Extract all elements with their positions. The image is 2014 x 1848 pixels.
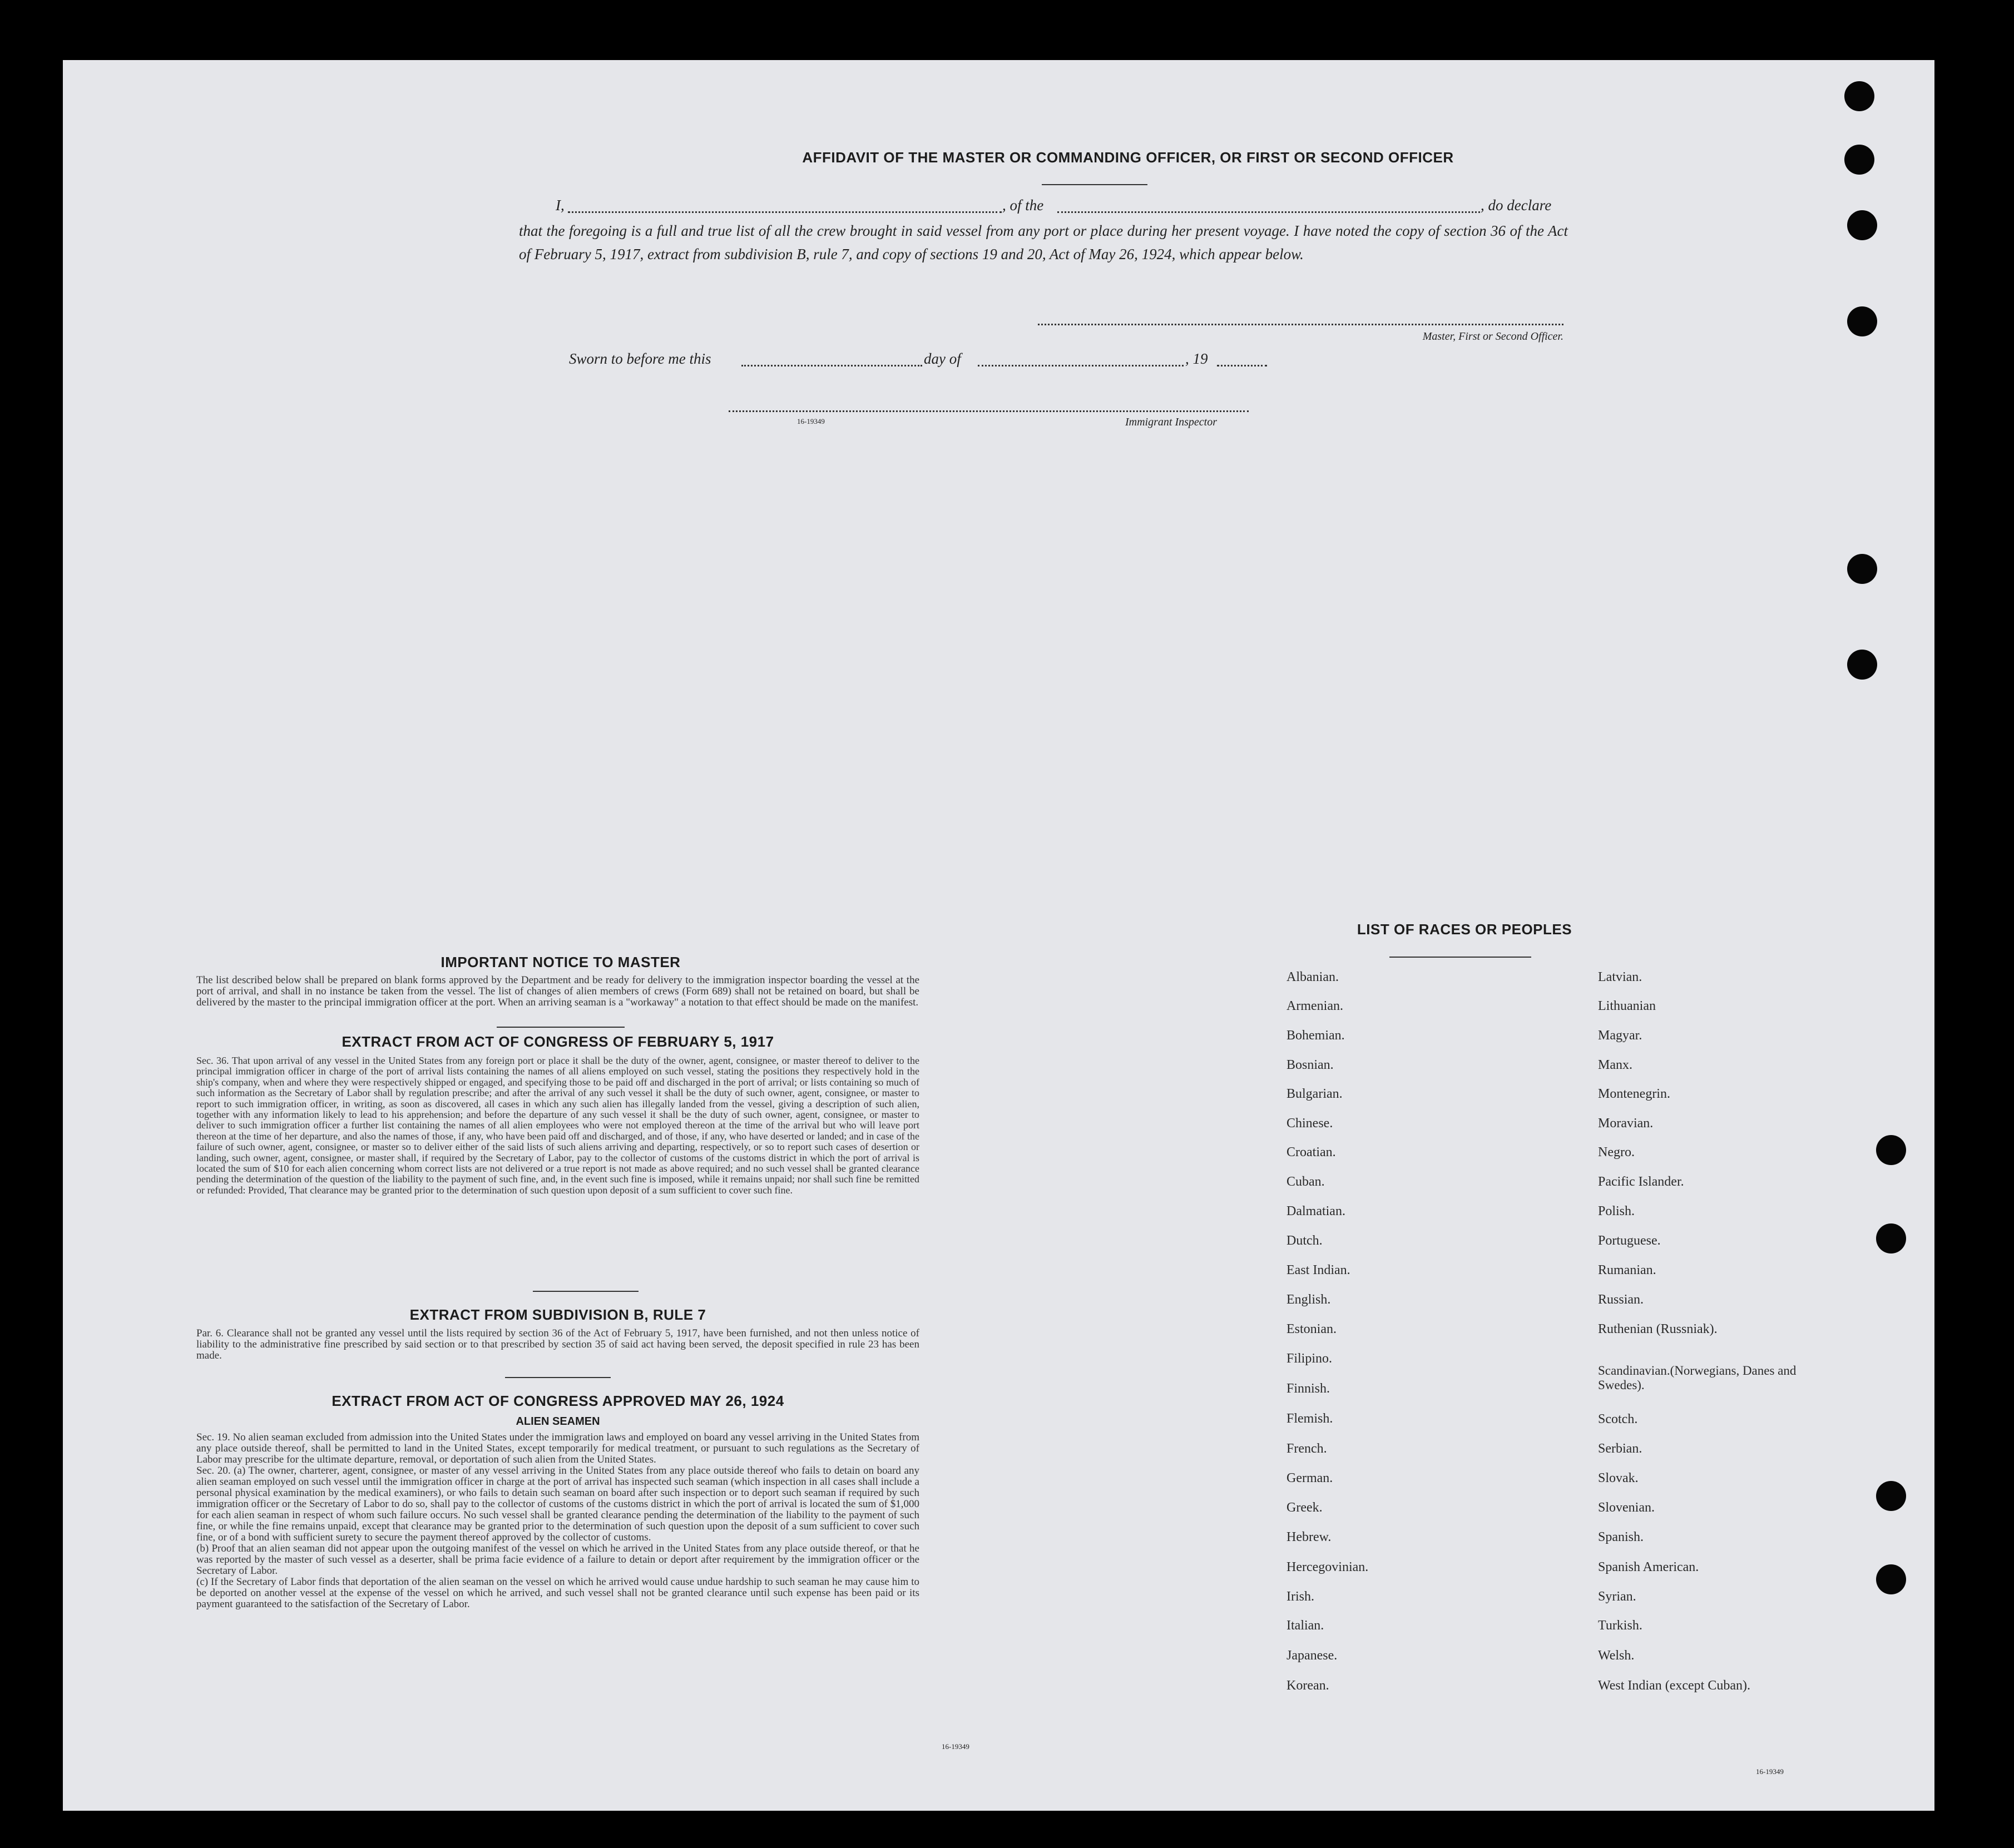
divider (1389, 957, 1531, 958)
sworn-line (569, 350, 1348, 373)
race-item: Bulgarian. (1286, 1087, 1343, 1101)
race-item: Cuban. (1286, 1175, 1325, 1189)
race-item: Lithuanian (1598, 999, 1656, 1013)
punch-hole (1844, 81, 1874, 111)
race-item: West Indian (except Cuban). (1598, 1678, 1750, 1693)
section-19-text: Sec. 19. No alien seaman excluded from admission into the United States under the immigration laws and employed on board any vessel arriving in the United States from any place outside thereof, shall be permitted to land in the United States, except temporarily for medical treatment, or pursuant to such regulations as the Secretary of Labor may prescribe for the ultimate departure, removal, or deportation of such alien from the United States. (196, 1431, 919, 1465)
extract-1917-title: EXTRACT FROM ACT OF CONGRESS OF FEBRUARY 5, 1917 (342, 1033, 774, 1050)
race-item: Spanish American. (1598, 1560, 1699, 1574)
declare-text: , do declare (1481, 197, 1552, 214)
divider (533, 1291, 639, 1292)
affidavit-body: that the foregoing is a full and true list of all the crew brought in said vessel from any port or place during her present voyage. I have noted the copy of section 36 of the Act of February 5, 1917, extract from subdivision B, rule 7, and copy of sections 19 and 20, Act of May 26, 1924, which appear below. (519, 222, 1568, 262)
race-item: Portuguese. (1598, 1233, 1661, 1248)
punch-hole (1847, 306, 1877, 336)
race-item: Slovenian. (1598, 1500, 1655, 1515)
extract-1924-body (196, 1432, 919, 1610)
declaration-line (556, 197, 1624, 216)
race-item: Flemish. (1286, 1411, 1333, 1426)
divider (497, 1027, 625, 1028)
race-item: Chinese. (1286, 1116, 1333, 1131)
race-item: Manx. (1598, 1058, 1632, 1072)
races-title: LIST OF RACES OR PEOPLES (1357, 921, 1572, 938)
race-item: Bohemian. (1286, 1028, 1345, 1043)
race-item: Bosnian. (1286, 1058, 1334, 1072)
punch-hole (1847, 554, 1877, 584)
race-item: Dutch. (1286, 1233, 1323, 1248)
race-item: Ruthenian (Russniak). (1598, 1322, 1718, 1336)
punch-hole (1847, 210, 1877, 240)
race-item: Rumanian. (1598, 1263, 1656, 1277)
year-prefix: , 19 (1185, 350, 1208, 367)
race-item: Turkish. (1598, 1618, 1642, 1633)
punch-hole (1876, 1564, 1906, 1594)
race-item: Magyar. (1598, 1028, 1642, 1043)
declarant-name-field[interactable] (568, 211, 1002, 213)
race-item: Russian. (1598, 1292, 1644, 1307)
race-item: Latvian. (1598, 970, 1642, 984)
race-item: Finnish. (1286, 1381, 1330, 1396)
race-item: Serbian. (1598, 1441, 1642, 1456)
race-item: Armenian. (1286, 999, 1343, 1013)
race-item: Dalmatian. (1286, 1204, 1345, 1218)
race-item: Syrian. (1598, 1589, 1636, 1604)
race-item: Scotch. (1598, 1412, 1638, 1426)
race-item: German. (1286, 1471, 1333, 1485)
sworn-day-field[interactable] (741, 365, 922, 366)
affidavit-form-number: 16-19349 (797, 417, 825, 425)
form-sheet (63, 60, 1934, 1811)
sworn-text: Sworn to before me this (569, 350, 711, 367)
race-item: French. (1286, 1441, 1327, 1456)
divider (1042, 184, 1147, 185)
notice-title: IMPORTANT NOTICE TO MASTER (441, 954, 681, 970)
vessel-name-field[interactable] (1057, 211, 1480, 213)
race-item: Polish. (1598, 1204, 1635, 1218)
punch-hole (1876, 1481, 1906, 1511)
subdivision-b-title: EXTRACT FROM SUBDIVISION B, RULE 7 (409, 1306, 706, 1323)
race-item: Montenegrin. (1598, 1087, 1670, 1101)
race-item: Scandinavian.(Norwegians, Danes and Swedes). (1598, 1364, 1797, 1392)
section-20b-text: (b) Proof that an alien seaman did not appear upon the outgoing manifest of the vessel on which he arrived in the United States from any place outside thereof, or that he was reported by the master of such vessel as a deserter, shall be prima facie evidence of a failure to detain or deport after requirement by the immigration officer or the Secretary of Labor. (196, 1543, 919, 1577)
race-item: Pacific Islander. (1598, 1175, 1684, 1189)
alien-seamen-subtitle: ALIEN SEAMEN (516, 1415, 600, 1428)
sworn-month-field[interactable] (978, 365, 1184, 366)
race-item: Filipino. (1286, 1351, 1333, 1366)
section-20a-text: Sec. 20. (a) The owner, charterer, agent, consignee, or master of any vessel arriving in the United States from any place outside thereof who fails to detain on board any alien seaman employed on such vessel until the immigration officer in charge at the port of arrival has inspected such seaman (which inspection in all cases shall include a personal physical examination by the medical examiners), or who fails to detain such seaman on board after such inspection or to deport such seaman if required by such immigration officer or the Secretary of Labor to do so, shall pay to the collector of customs of the customs district in which the port of arrival is located the sum of $1,000 for each alien seaman in respect of whom such failure occurs. No such vessel shall be granted clearance pending the determination of the liability to the payment of such fine, or while the fine remains unpaid, except that clearance may be granted prior to the determination of such question upon the deposit of a sum sufficient to cover such fine, or of a bond with sufficient surety to secure the payment thereof approved by the collector of customs. (196, 1465, 919, 1543)
signature-label: Master, First or Second Officer. (1422, 330, 1563, 343)
race-item: Croatian. (1286, 1145, 1336, 1160)
race-item: Slovak. (1598, 1471, 1639, 1485)
race-item: English. (1286, 1292, 1331, 1307)
race-item: East Indian. (1286, 1263, 1350, 1277)
race-item: Albanian. (1286, 970, 1339, 984)
race-item: Greek. (1286, 1500, 1323, 1515)
punch-hole (1844, 145, 1874, 175)
race-item: Korean. (1286, 1678, 1329, 1693)
extract-1917-text: Sec. 36. That upon arrival of any vessel in the United States from any foreign port or place it shall be the duty of the owner, agent, consignee, or master thereof to deliver to the principal immigration officer in charge of the port of arrival lists containing the names of all aliens employed on such vessel, stating the positions they respectively hold in the ship's company, when and where they were respectively shipped or engaged, and specifying those to be paid off and discharged in the port of arrival; or lists containing so much of such information as the Secretary of Labor shall by regulation prescribe; and after the arrival of any such vessel it shall be the duty of such owner, agent, consignee, or master to report to such immigration officer, in writing, as soon as discovered, all cases in which any such alien has illegally landed from the vessel, giving a description of such alien, together with any information likely to lead to his apprehension; and before the departure of any such vessel it shall be the duty of such owner, agent, consignee, or master to deliver to such immigration officer a further list containing the names of all alien employees who were not employed thereon at the time of the arrival but who will leave port thereon at the time of her departure, and also the names of those, if any, who have been paid off and discharged, and of those, if any, who have deserted or landed; and in case of the failure of such owner, agent, consignee, or master so to deliver either of the said lists of such aliens arriving and departing, respectively, or so to report such cases of desertion or landing, such owner, agent, consignee, or master shall, if required by the Secretary of Labor, pay to the collector of customs of the customs district in which the port of arrival is located the sum of $10 for each alien concerning whom correct lists are not delivered or a true report is not made as above required; and no such vessel shall be granted clearance pending the determination of the question of the liability to the payment of such fine, and, in the event such fine is imposed, while it remains unpaid; nor shall such fine be remitted or refunded: Provided, That clearance may be granted prior to the determination of such question upon deposit of a sum sufficient to cover such fine. (196, 1055, 919, 1196)
race-item: Negro. (1598, 1145, 1635, 1160)
race-item: Japanese. (1286, 1648, 1338, 1663)
inspector-label: Immigrant Inspector (1125, 416, 1217, 428)
race-item: Moravian. (1598, 1116, 1654, 1131)
affidavit-title: AFFIDAVIT OF THE MASTER OR COMMANDING OFFICER, OR FIRST OR SECOND OFFICER (802, 149, 1454, 166)
sworn-year-field[interactable] (1217, 365, 1267, 366)
race-item: Estonian. (1286, 1322, 1337, 1336)
subdivision-b-text: Par. 6. Clearance shall not be granted any vessel until the lists required by section 36 of the Act of February 5, 1917, have been furnished, and not then unless notice of liability to the administrative fine prescribed by said section or to that prescribed by section 35 of said act having been served, the deposit specified in rule 23 has been made. (196, 1327, 919, 1361)
race-item: Spanish. (1598, 1530, 1644, 1544)
extract-form-number: 16-19349 (942, 1742, 969, 1751)
declarant-prefix: I, (556, 197, 565, 214)
notice-text: The list described below shall be prepared on blank forms approved by the Department and be ready for delivery to the immigration inspector boarding the vessel at the port of arrival, and shall in no instance be taken from the vessel. The list of changes of alien members of crews (Form 689) shall not be retained on board, but shall be delivered by the master to the principal immigration officer at the port. When an arriving seaman is a "workaway" a notation to that effect should be made on the manifest. (196, 974, 919, 1008)
extract-1924-title: EXTRACT FROM ACT OF CONGRESS APPROVED MAY 26, 1924 (331, 1393, 784, 1409)
race-item: Welsh. (1598, 1648, 1635, 1663)
officer-signature-field[interactable] (1038, 324, 1563, 325)
vessel-prefix: , of the (1002, 197, 1044, 214)
day-of-text: day of (924, 350, 961, 367)
race-item: Italian. (1286, 1618, 1324, 1633)
section-20c-text: (c) If the Secretary of Labor finds that deportation of the alien seaman on the vessel on which he arrived would cause undue hardship to such seaman he may cause him to be deported on another vessel at the expense of the vessel on which he arrived, and such vessel shall not be granted clearance until such expense has been paid or its payment guaranteed to the satisfaction of the Secretary of Labor. (196, 1576, 919, 1610)
race-item: Hercegovinian. (1286, 1560, 1369, 1574)
race-item: Hebrew. (1286, 1530, 1332, 1544)
divider (505, 1377, 611, 1378)
race-item: Irish. (1286, 1589, 1314, 1604)
inspector-signature-field[interactable] (729, 410, 1249, 412)
races-form-number: 16-19349 (1756, 1767, 1784, 1776)
punch-hole (1847, 650, 1877, 680)
punch-hole (1876, 1135, 1906, 1165)
punch-hole (1876, 1223, 1906, 1254)
